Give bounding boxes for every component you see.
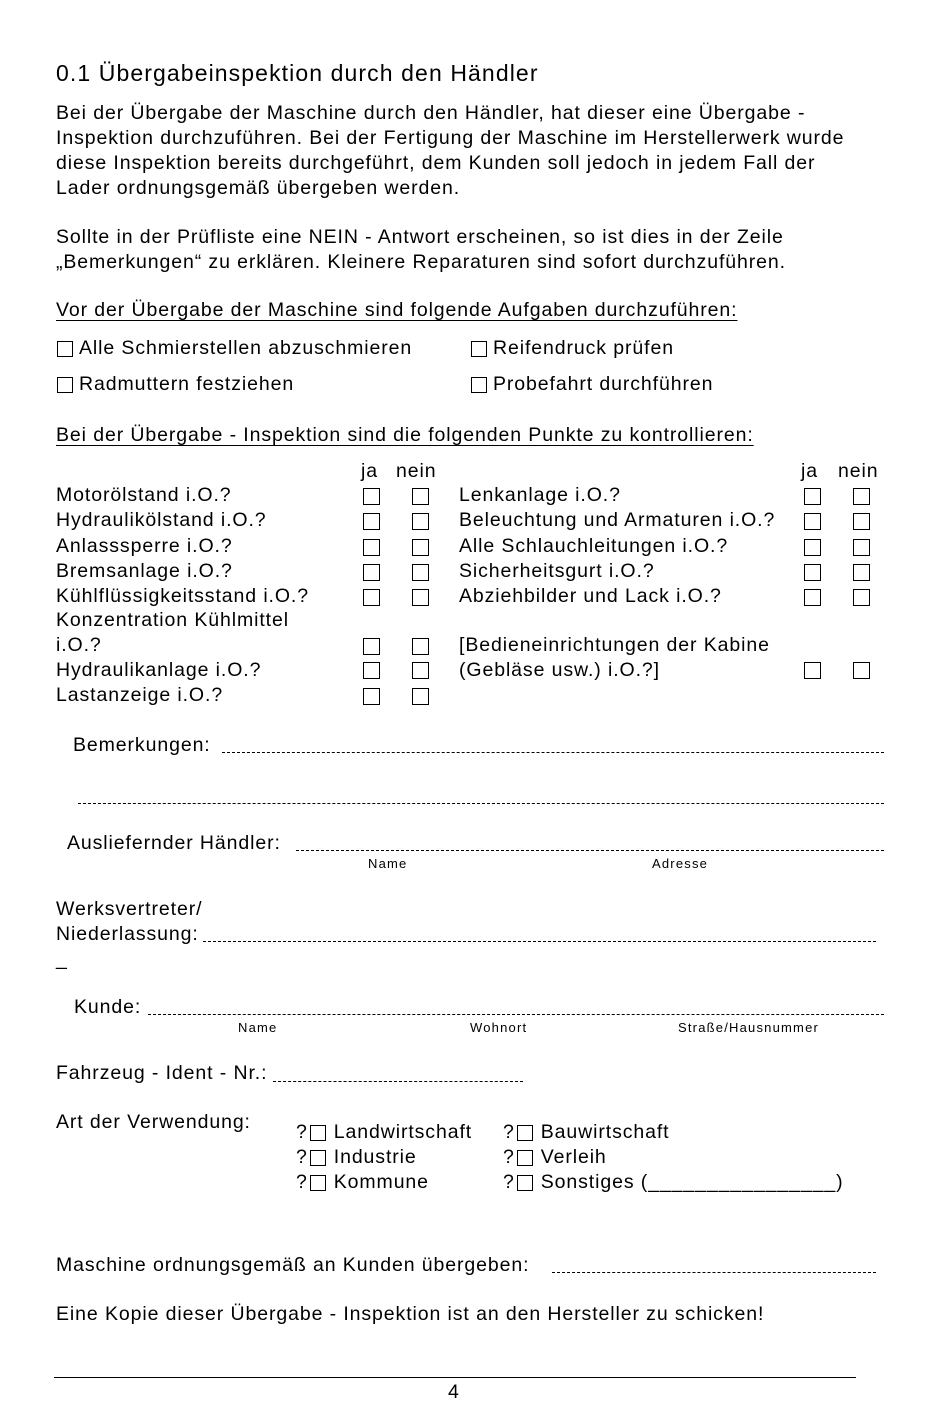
- check-item: Konzentration Kühlmittel: [56, 609, 289, 631]
- nein-checkbox[interactable]: [412, 638, 429, 655]
- ja-checkbox[interactable]: [363, 564, 380, 581]
- usage-option-industrie[interactable]: ? Industrie: [296, 1146, 417, 1168]
- ja-checkbox[interactable]: [363, 539, 380, 556]
- nein-checkbox[interactable]: [853, 513, 870, 530]
- customer-town-caption: Wohnort: [470, 1020, 528, 1035]
- nein-note-line-1: Sollte in der Prüfliste eine NEIN - Antwort erscheinen, so ist dies in der Zeile: [56, 226, 784, 248]
- check-item: Abziehbilder und Lack i.O.?: [459, 585, 722, 607]
- usage-label: Art der Verwendung:: [56, 1111, 251, 1133]
- remarks-input-line-1[interactable]: [222, 752, 884, 753]
- usage-option-sonstiges[interactable]: ? Sonstiges (________________): [503, 1171, 844, 1193]
- dealer-label: Ausliefernder Händler:: [67, 832, 281, 854]
- dealer-input-line[interactable]: [296, 850, 884, 851]
- nein-checkbox[interactable]: [412, 589, 429, 606]
- customer-input-line[interactable]: [148, 1014, 884, 1015]
- check-item: Anlasssperre i.O.?: [56, 535, 233, 557]
- customer-label: Kunde:: [74, 996, 142, 1018]
- check-item: Bremsanlage i.O.?: [56, 560, 233, 582]
- nein-checkbox[interactable]: [412, 564, 429, 581]
- nein-checkbox[interactable]: [853, 662, 870, 679]
- usage-checkbox[interactable]: [310, 1150, 326, 1166]
- task-wheel-nuts[interactable]: Radmuttern festziehen: [57, 373, 294, 396]
- footer-rule: [54, 1377, 856, 1378]
- nein-note-line-2: „Bemerkungen“ zu erklären. Kleinere Reparaturen sind sofort durchzuführen.: [56, 251, 786, 273]
- dealer-address-caption: Adresse: [652, 856, 709, 871]
- nein-checkbox[interactable]: [853, 488, 870, 505]
- check-item: Sicherheitsgurt i.O.?: [459, 560, 655, 582]
- check-item: (Gebläse usw.) i.O.?]: [459, 659, 660, 681]
- handover-input-line[interactable]: [552, 1272, 876, 1273]
- col-nein-right: nein: [838, 460, 879, 482]
- task-checkbox[interactable]: [57, 341, 73, 357]
- ja-checkbox[interactable]: [804, 564, 821, 581]
- usage-option-verleih[interactable]: ? Verleih: [503, 1146, 607, 1168]
- ja-checkbox[interactable]: [363, 638, 380, 655]
- tasks-heading: Vor der Übergabe der Maschine sind folgende Aufgaben durchzuführen:: [56, 299, 738, 321]
- intro-line-1: Bei der Übergabe der Maschine durch den Händler, hat dieser eine Übergabe -: [56, 102, 806, 124]
- nein-checkbox[interactable]: [412, 688, 429, 705]
- check-item: Hydraulikölstand i.O.?: [56, 509, 267, 531]
- customer-name-caption: Name: [238, 1020, 278, 1035]
- check-item: Kühlflüssigkeitsstand i.O.?: [56, 585, 309, 607]
- col-nein-left: nein: [396, 460, 437, 482]
- intro-line-3: diese Inspektion bereits durchgeführt, dem Kunden soll jedoch in jedem Fall der: [56, 152, 816, 174]
- ja-checkbox[interactable]: [804, 513, 821, 530]
- nein-checkbox[interactable]: [853, 539, 870, 556]
- check-item: Alle Schlauchleitungen i.O.?: [459, 535, 729, 557]
- usage-option-landwirtschaft[interactable]: ? Landwirtschaft: [296, 1121, 473, 1143]
- factory-label-1: Werksvertreter/: [56, 898, 203, 920]
- ja-checkbox[interactable]: [363, 513, 380, 530]
- check-item: Lastanzeige i.O.?: [56, 684, 224, 706]
- task-test-drive[interactable]: Probefahrt durchführen: [471, 373, 713, 396]
- factory-label-2: Niederlassung:: [56, 923, 199, 945]
- ja-checkbox[interactable]: [804, 662, 821, 679]
- customer-street-caption: Straße/Hausnummer: [678, 1020, 820, 1035]
- factory-dash: _: [56, 948, 68, 970]
- ident-label: Fahrzeug - Ident - Nr.:: [56, 1062, 268, 1084]
- intro-line-4: Lader ordnungsgemäß übergeben werden.: [56, 177, 461, 199]
- usage-checkbox[interactable]: [517, 1150, 533, 1166]
- nein-checkbox[interactable]: [853, 564, 870, 581]
- task-checkbox[interactable]: [471, 341, 487, 357]
- check-item: Hydraulikanlage i.O.?: [56, 659, 262, 681]
- usage-option-kommune[interactable]: ? Kommune: [296, 1171, 429, 1193]
- usage-checkbox[interactable]: [517, 1125, 533, 1141]
- ja-checkbox[interactable]: [363, 589, 380, 606]
- col-ja-left: ja: [361, 460, 378, 482]
- check-item: Motorölstand i.O.?: [56, 484, 232, 506]
- col-ja-right: ja: [801, 460, 818, 482]
- task-checkbox[interactable]: [57, 377, 73, 393]
- factory-input-line[interactable]: [203, 941, 876, 942]
- nein-checkbox[interactable]: [853, 589, 870, 606]
- nein-checkbox[interactable]: [412, 513, 429, 530]
- check-item: [Bedieneinrichtungen der Kabine: [459, 634, 770, 656]
- handover-label: Maschine ordnungsgemäß an Kunden übergeben:: [56, 1254, 530, 1276]
- check-item: i.O.?: [56, 634, 102, 656]
- task-grease[interactable]: Alle Schmierstellen abzuschmieren: [57, 337, 412, 360]
- ident-input-line[interactable]: [273, 1081, 523, 1082]
- task-tire-pressure[interactable]: Reifendruck prüfen: [471, 337, 674, 360]
- page-number: 4: [448, 1381, 460, 1403]
- remarks-input-line-2[interactable]: [78, 803, 884, 804]
- ja-checkbox[interactable]: [363, 488, 380, 505]
- ja-checkbox[interactable]: [804, 589, 821, 606]
- check-item: Beleuchtung und Armaturen i.O.?: [459, 509, 776, 531]
- ja-checkbox[interactable]: [363, 688, 380, 705]
- usage-checkbox[interactable]: [310, 1175, 326, 1191]
- ja-checkbox[interactable]: [804, 488, 821, 505]
- copy-note: Eine Kopie dieser Übergabe - Inspektion ist an den Hersteller zu schicken!: [56, 1303, 765, 1325]
- nein-checkbox[interactable]: [412, 662, 429, 679]
- usage-checkbox[interactable]: [310, 1125, 326, 1141]
- nein-checkbox[interactable]: [412, 539, 429, 556]
- usage-option-bauwirtschaft[interactable]: ? Bauwirtschaft: [503, 1121, 670, 1143]
- remarks-label: Bemerkungen:: [73, 734, 211, 756]
- dealer-name-caption: Name: [368, 856, 408, 871]
- ja-checkbox[interactable]: [804, 539, 821, 556]
- usage-checkbox[interactable]: [517, 1175, 533, 1191]
- task-checkbox[interactable]: [471, 377, 487, 393]
- check-heading: Bei der Übergabe - Inspektion sind die folgenden Punkte zu kontrollieren:: [56, 424, 754, 446]
- check-item: Lenkanlage i.O.?: [459, 484, 621, 506]
- nein-checkbox[interactable]: [412, 488, 429, 505]
- ja-checkbox[interactable]: [363, 662, 380, 679]
- page-title: 0.1 Übergabeinspektion durch den Händler: [56, 60, 539, 86]
- intro-line-2: Inspektion durchzuführen. Bei der Fertigung der Maschine im Herstellerwerk wurde: [56, 127, 845, 149]
